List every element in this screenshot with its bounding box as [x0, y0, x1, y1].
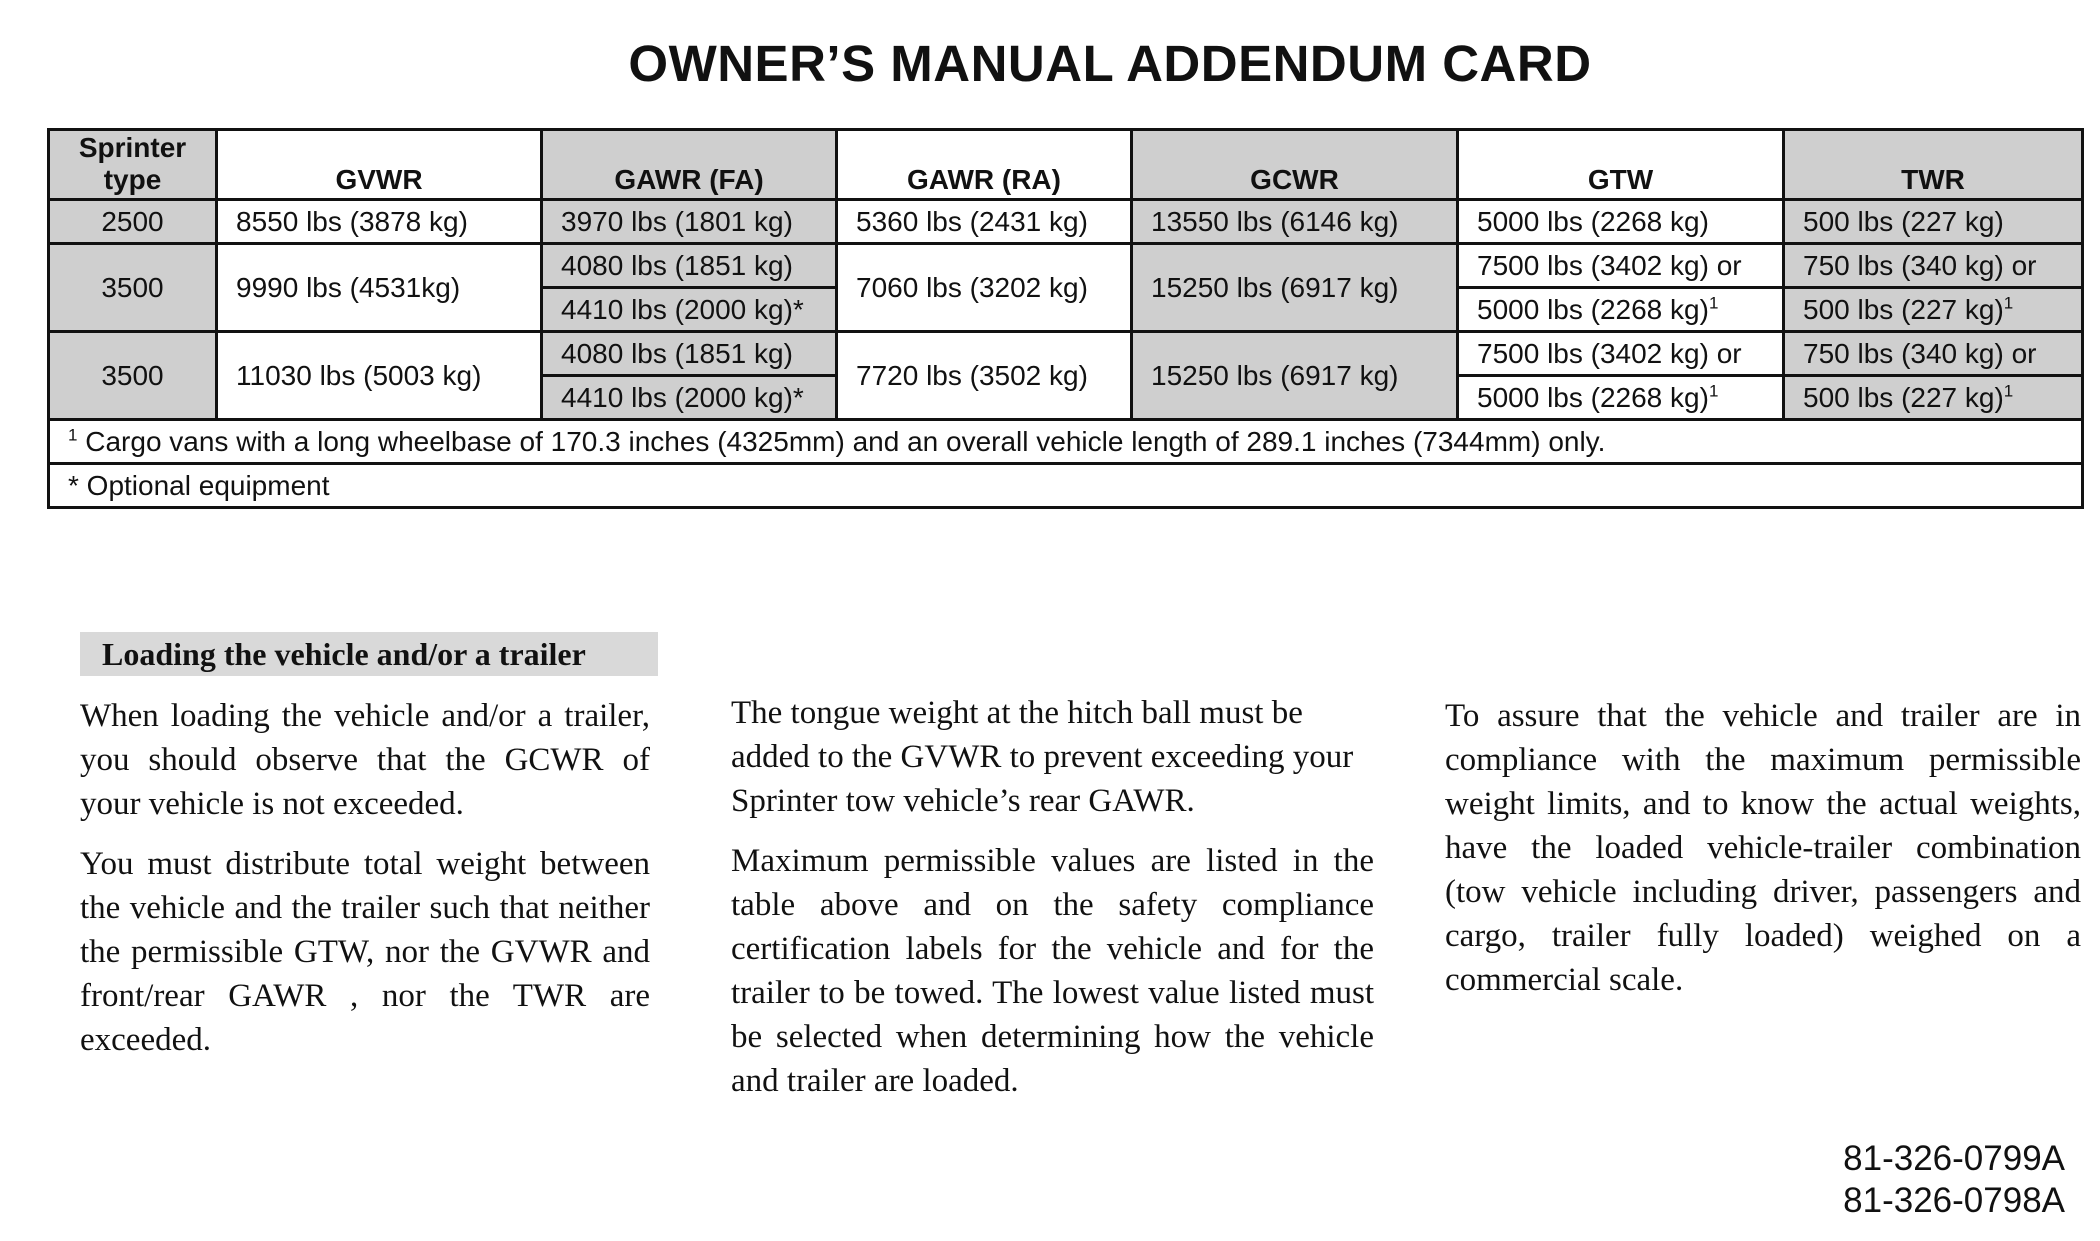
header-gtw: GTW	[1458, 130, 1784, 200]
cell-gcwr: 13550 lbs (6146 kg)	[1132, 200, 1458, 244]
cell-twr: 750 lbs (340 kg) or	[1784, 332, 2083, 376]
cell-gawr-fa-optional: 4410 lbs (2000 kg)*	[542, 376, 837, 420]
cell-gawr-ra: 7060 lbs (3202 kg)	[837, 244, 1132, 332]
footnote-long-wheelbase: $^1$ Cargo vans with a long wheelbase of 170.3 inches (4325mm) and an overall vehicle length of 289.1 inches (7344mm) only.	[49, 420, 2083, 464]
cell-gtw-footnoted: 5000 lbs (2268 kg)$^1$	[1458, 376, 1784, 420]
cell-gvwr: 9990 lbs (4531kg)	[217, 244, 542, 332]
page-title: OWNER’S MANUAL ADDENDUM CARD	[628, 35, 1592, 92]
header-gvwr: GVWR	[217, 130, 542, 200]
footnote-marker: 1	[68, 425, 78, 445]
header-gcwr: GCWR	[1132, 130, 1458, 200]
section-heading: Loading the vehicle and/or a trailer	[80, 632, 658, 676]
header-sprinter-type: Sprinter type	[49, 130, 217, 200]
header-gawr-fa: GAWR (FA)	[542, 130, 837, 200]
document-codes	[1843, 1138, 2065, 1222]
cell-gtw-footnoted: 5000 lbs (2268 kg)$^1$	[1458, 288, 1784, 332]
footnote-marker: 1	[2003, 381, 2014, 401]
footnote-row	[49, 420, 2083, 464]
cell-gawr-fa: 4080 lbs (1851 kg)	[542, 332, 837, 376]
cell-twr: 750 lbs (340 kg) or	[1784, 244, 2083, 288]
cell-gawr-ra: 7720 lbs (3502 kg)	[837, 332, 1132, 420]
cell-type: 3500	[49, 332, 217, 420]
footnote-marker: 1	[2003, 293, 2014, 313]
cell-gawr-ra: 5360 lbs (2431 kg)	[837, 200, 1132, 244]
table-header-row	[49, 130, 2083, 200]
specification-table	[47, 128, 2084, 509]
cell-gawr-fa-optional: 4410 lbs (2000 kg)*	[542, 288, 837, 332]
paragraph: To assure that the vehicle and trailer are in compliance with the maximum permissible weight limits, and to know the actual weights, have the loaded vehicle-trailer combination (tow vehicle including driver, passengers and cargo, trailer fully loaded) weighed on a commercial scale.	[1445, 698, 2081, 998]
table-row	[49, 332, 2083, 376]
table-row	[49, 244, 2083, 288]
cell-twr: 500 lbs (227 kg)	[1784, 200, 2083, 244]
cell-gvwr: 11030 lbs (5003 kg)	[217, 332, 542, 420]
cell-type: 3500	[49, 244, 217, 332]
cell-type: 2500	[49, 200, 217, 244]
cell-twr-footnoted: 500 lbs (227 kg)$^1$	[1784, 376, 2083, 420]
footnote-marker: 1	[1708, 381, 1719, 401]
text-column-right	[1445, 694, 2081, 1018]
cell-gawr-fa: 4080 lbs (1851 kg)	[542, 244, 837, 288]
paragraph: When loading the vehicle and/or a trailer, you should observe that the GCWR of your vehicle is not exceeded.	[80, 698, 650, 822]
cell-gtw: 7500 lbs (3402 kg) or	[1458, 244, 1784, 288]
paragraph: Maximum permissible values are listed in the table above and on the safety compliance certification labels for the vehicle and for the trailer to be towed. The lowest value listed must be selected when determining how the vehicle and trailer are loaded.	[731, 843, 1374, 1099]
cell-gtw: 7500 lbs (3402 kg) or	[1458, 332, 1784, 376]
footnote-row	[49, 464, 2083, 508]
text-column-left	[80, 694, 650, 1078]
cell-twr-footnoted: 500 lbs (227 kg)$^1$	[1784, 288, 2083, 332]
footnote-marker: 1	[1708, 293, 1719, 313]
header-twr: TWR	[1784, 130, 2083, 200]
cell-gawr-fa: 3970 lbs (1801 kg)	[542, 200, 837, 244]
header-gawr-ra: GAWR (RA)	[837, 130, 1132, 200]
table-row	[49, 200, 2083, 244]
cell-gcwr: 15250 lbs (6917 kg)	[1132, 332, 1458, 420]
footnote-optional-equipment: * Optional equipment	[49, 464, 2083, 508]
document-code: 81-326-0798A	[1843, 1181, 2065, 1220]
cell-gtw: 5000 lbs (2268 kg)	[1458, 200, 1784, 244]
paragraph: You must distribute total weight between the vehicle and the trailer such that neither the permissible GTW, nor the GVWR and front/rear GAWR , nor the TWR are exceeded.	[80, 846, 650, 1058]
cell-gcwr: 15250 lbs (6917 kg)	[1132, 244, 1458, 332]
text-column-middle	[731, 691, 1374, 1119]
paragraph: The tongue weight at the hitch ball must be added to the GVWR to prevent exceeding your Sprinter tow vehicle’s rear GAWR.	[731, 695, 1354, 819]
document-code: 81-326-0799A	[1843, 1139, 2065, 1178]
cell-gvwr: 8550 lbs (3878 kg)	[217, 200, 542, 244]
